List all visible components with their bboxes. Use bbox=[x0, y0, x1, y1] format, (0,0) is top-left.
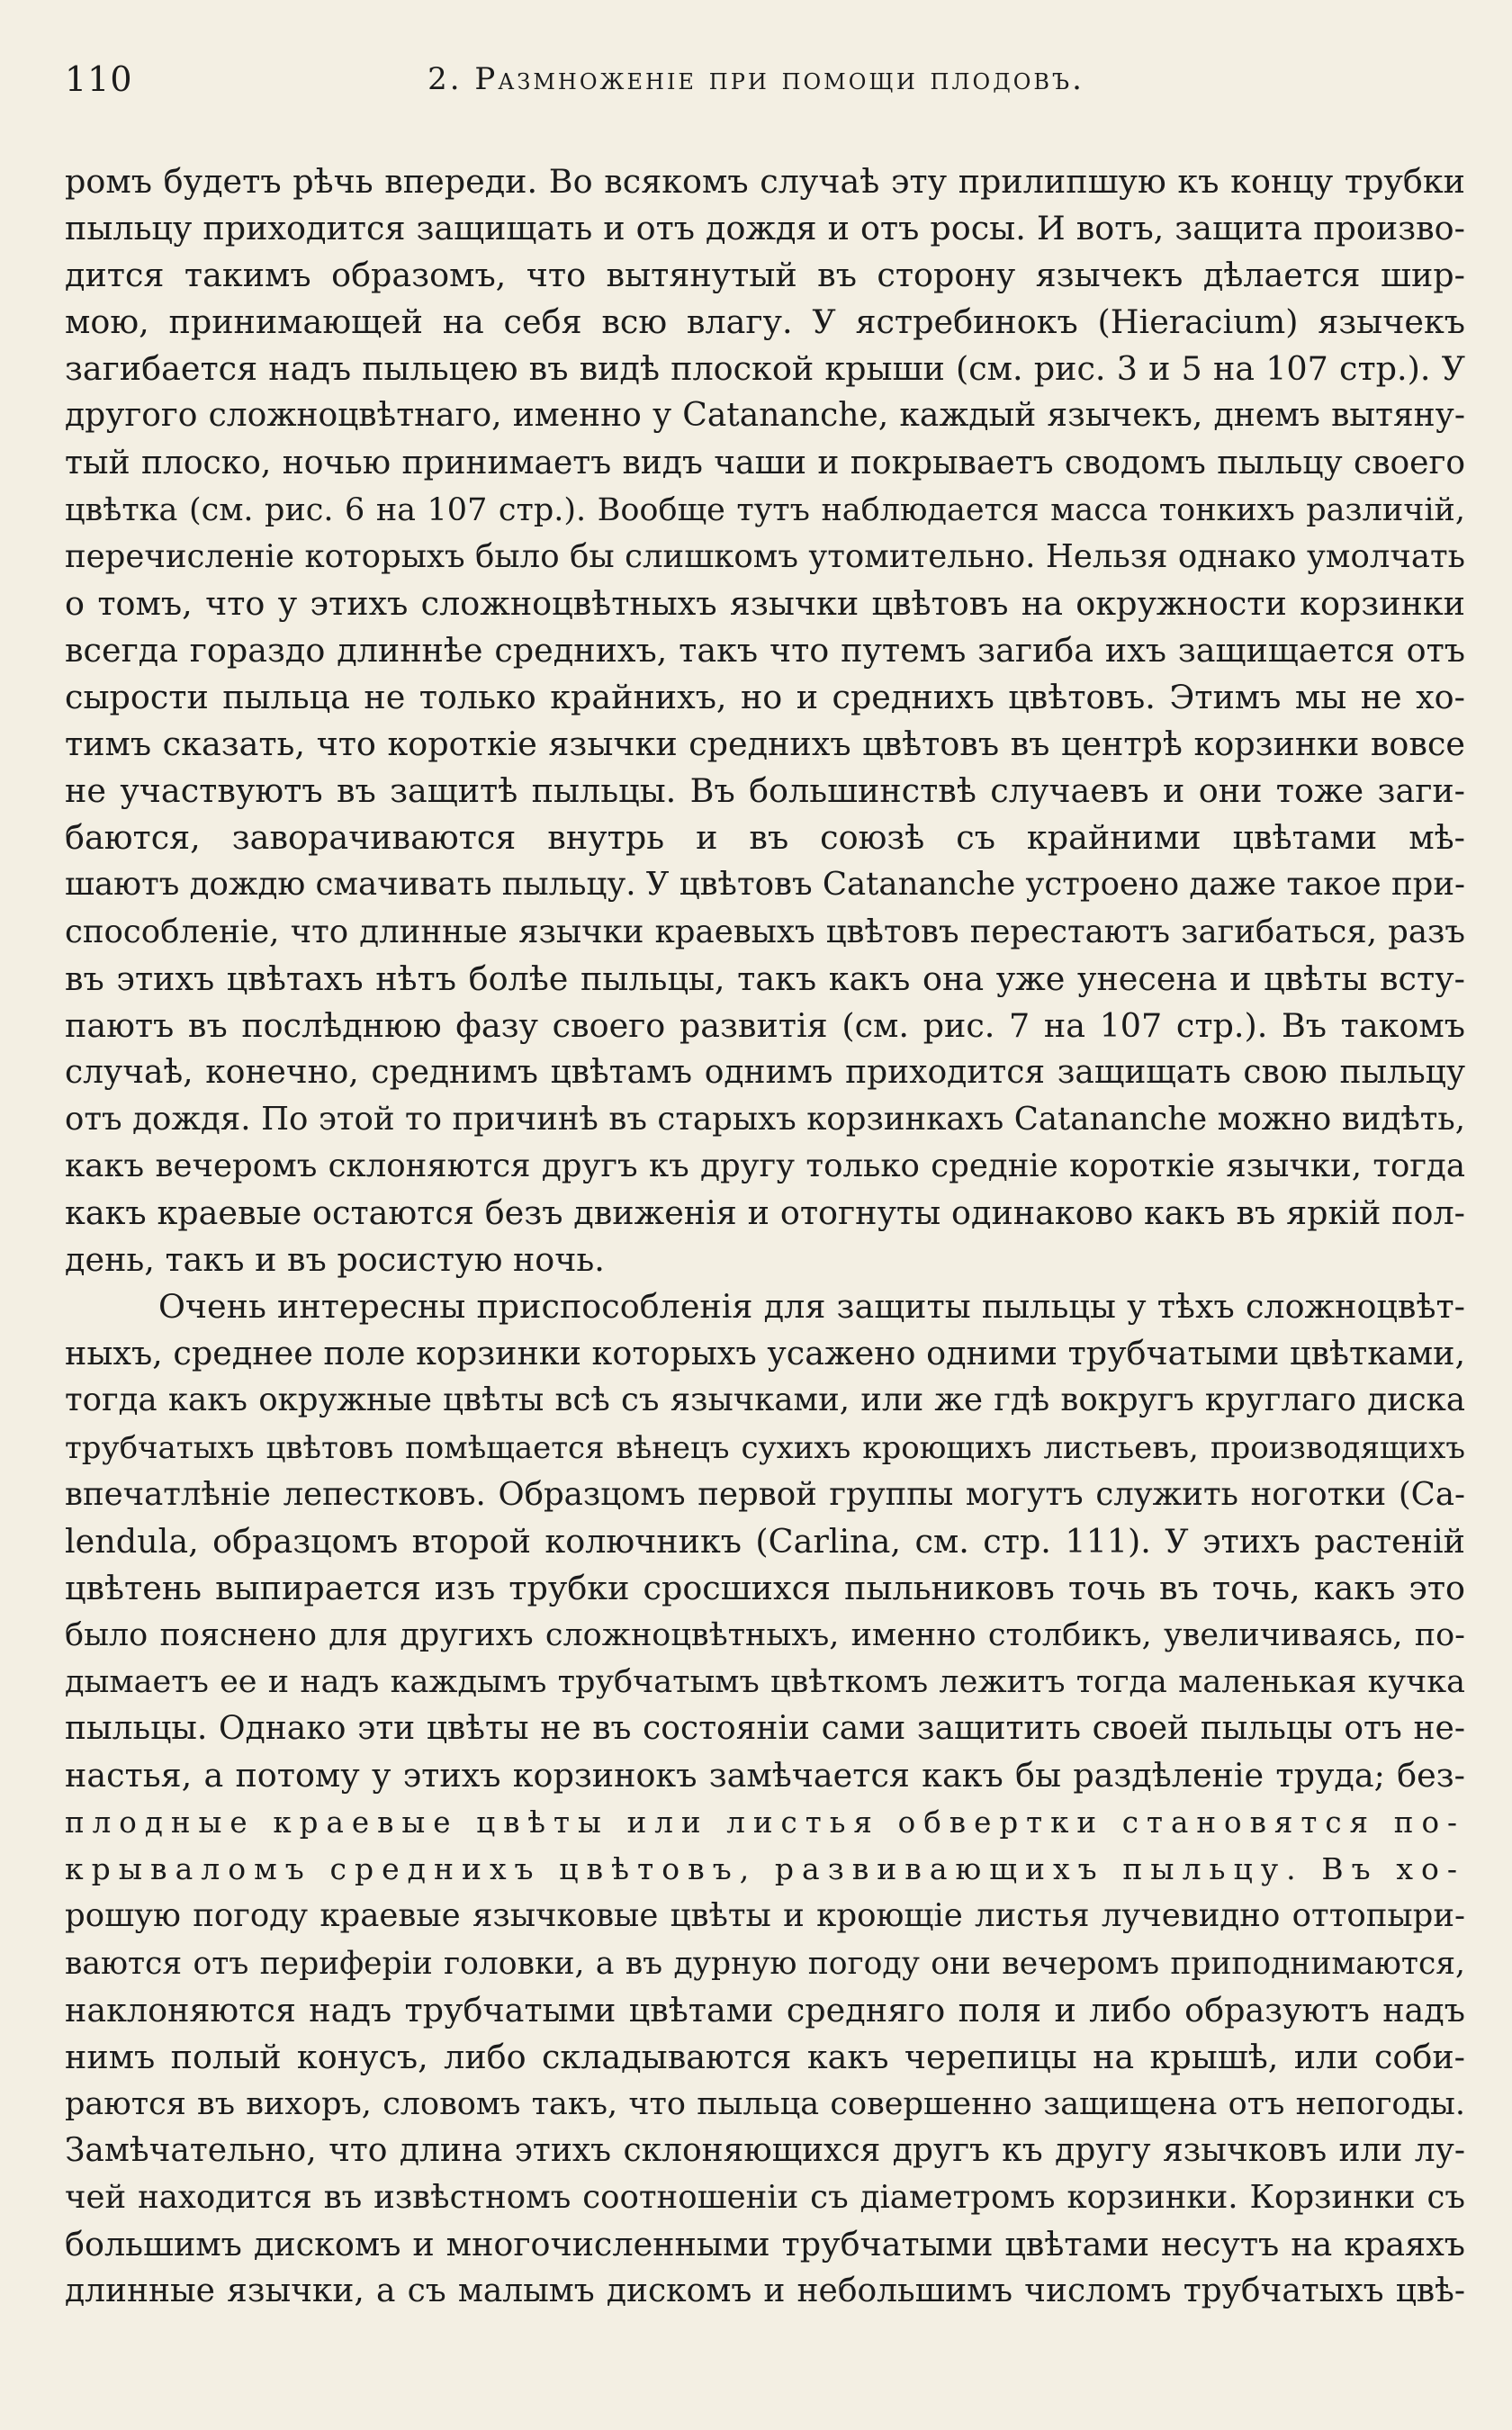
text-line: дымаетъ ее и надъ каждымъ трубчатымъ цвѣткомъ лежитъ тогда маленькая кучка bbox=[65, 1664, 1465, 1700]
text-line: способленіе, что длинные язычки краевыхъ цвѣтовъ перестаютъ загибаться, разъ bbox=[65, 913, 1465, 950]
text-line: мою, принимающей на себя всю влагу. У ястребинокъ (Hieracium) язычекъ bbox=[65, 302, 1465, 342]
text-line: загибается надъ пыльцею въ видѣ плоской крыши (см. рис. 3 и 5 на 107 стр.). У bbox=[65, 349, 1465, 389]
chapter-title: 2. Размноженіе при помощи плодовъ. bbox=[428, 61, 1084, 97]
text-line: не участвуютъ въ защитѣ пыльцы. Въ большинствѣ случаевъ и они тоже заги- bbox=[65, 771, 1465, 811]
text-line: lendula, образцомъ второй колючникъ (Carlina, см. стр. 111). У этихъ растеній bbox=[65, 1521, 1465, 1561]
text-line: нимъ полый конусъ, либо складываются какъ черепицы на крышѣ, или соби- bbox=[65, 2037, 1465, 2076]
text-line: чей находится въ извѣстномъ соотношеніи съ діаметромъ корзинки. Корзинки съ bbox=[65, 2179, 1465, 2217]
text-line: настья, а потому у этихъ корзинокъ замѣчается какъ бы раздѣленіе труда; без- bbox=[65, 1756, 1465, 1796]
text-line: отъ дождя. По этой то причинѣ въ старыхъ корзинкахъ Catananche можно видѣть, bbox=[65, 1100, 1465, 1138]
text-line: какъ вечеромъ склоняются другъ къ другу только средніе короткіе язычки, тогда bbox=[65, 1147, 1465, 1184]
text-line: Замѣчательно, что длина этихъ склоняющихся другъ къ другу язычковъ или лу- bbox=[65, 2131, 1465, 2169]
text-line: день, такъ и въ росистую ночь. bbox=[65, 1240, 605, 1280]
text-line: плодные краевые цвѣты или листья обвертки становятся по- bbox=[65, 1805, 1465, 1840]
text-line: дится такимъ образомъ, что вытянутый въ сторону язычекъ дѣлается шир- bbox=[65, 256, 1465, 295]
text-line: тый плоско, ночью принимаетъ видъ чаши и покрываетъ сводомъ пыльцу своего bbox=[65, 444, 1465, 482]
text-line: въ этихъ цвѣтахъ нѣтъ болѣе пыльцы, такъ какъ она уже унесена и цвѣты всту- bbox=[65, 958, 1465, 998]
text-line: Очень интересны приспособленія для защиты пыльцы у тѣхъ сложноцвѣт- bbox=[158, 1287, 1465, 1327]
text-line: всегда гораздо длиннѣе среднихъ, такъ что путемъ загиба ихъ защищается отъ bbox=[65, 630, 1465, 670]
text-line: наклоняются надъ трубчатыми цвѣтами средняго поля и либо образуютъ надъ bbox=[65, 1990, 1465, 2030]
text-line: пыльцы. Однако эти цвѣты не въ состояніи сами защитить своей пыльцы отъ не- bbox=[65, 1710, 1465, 1748]
text-line: было пояснено для другихъ сложноцвѣтныхъ, именно столбикъ, увеличиваясь, по- bbox=[65, 1616, 1465, 1653]
text-line: трубчатыхъ цвѣтовъ помѣщается вѣнецъ сухихъ кроющихъ листьевъ, производящихъ bbox=[65, 1429, 1465, 1466]
text-line: тимъ сказать, что короткіе язычки среднихъ цвѣтовъ въ центрѣ корзинки вовсе bbox=[65, 724, 1465, 764]
page-number: 110 bbox=[65, 59, 133, 99]
text-line: раются въ вихоръ, словомъ такъ, что пыльца совершенно защищена отъ непогоды. bbox=[65, 2085, 1465, 2122]
text-line: впечатлѣніе лепестковъ. Образцомъ первой группы могутъ служить ноготки (Ca- bbox=[65, 1475, 1465, 1513]
body-text bbox=[65, 158, 1465, 2315]
text-line: ромъ будетъ рѣчь впереди. Во всякомъ случаѣ эту прилипшую къ концу трубки bbox=[65, 162, 1465, 201]
text-line: о томъ, что у этихъ сложноцвѣтныхъ язычки цвѣтовъ на окружности корзинки bbox=[65, 583, 1465, 623]
text-line: перечисленіе которыхъ было бы слишкомъ утомительно. Нельзя однако умолчать bbox=[65, 537, 1465, 575]
text-line: какъ краевые остаются безъ движенія и отогнуты одинаково какъ въ яркій пол- bbox=[65, 1193, 1465, 1233]
text-line: тогда какъ окружные цвѣты всѣ съ язычками, или же гдѣ вокругъ круглаго диска bbox=[65, 1382, 1465, 1419]
text-line: другого сложноцвѣтнаго, именно у Catananche, каждый язычекъ, днемъ вытяну- bbox=[65, 397, 1465, 435]
text-line: случаѣ, конечно, среднимъ цвѣтамъ однимъ приходится защищать свою пыльцу bbox=[65, 1053, 1465, 1091]
text-line: ваются отъ периферіи головки, а въ дурную погоду они вечеромъ приподнимаются, bbox=[65, 1945, 1465, 1982]
text-line: крываломъ среднихъ цвѣтовъ, развивающихъ пыльцу. Въ хо- bbox=[65, 1851, 1465, 1887]
running-head bbox=[65, 59, 1447, 113]
text-line: баются, заворачиваются внутрь и въ союзѣ съ крайними цвѣтами мѣ- bbox=[65, 818, 1465, 858]
text-line: шаютъ дождю смачивать пыльцу. У цвѣтовъ Catananche устроено даже такое при- bbox=[65, 866, 1466, 904]
text-line: пыльцу приходится защищать и отъ дождя и отъ росы. И вотъ, защита произво- bbox=[65, 209, 1465, 248]
text-line: паютъ въ послѣднюю фазу своего развитія (см. рис. 7 на 107 стр.). Въ такомъ bbox=[65, 1005, 1465, 1045]
text-line: цвѣтка (см. рис. 6 на 107 стр.). Вообще тутъ наблюдается масса тонкихъ различій, bbox=[65, 491, 1465, 528]
text-line: ныхъ, среднее поле корзинки которыхъ усажено одними трубчатыми цвѣтками, bbox=[65, 1334, 1466, 1373]
text-line: длинные язычки, а съ малымъ дискомъ и небольшимъ числомъ трубчатыхъ цвѣ- bbox=[65, 2272, 1465, 2310]
text-line: сырости пыльца не только крайнихъ, но и среднихъ цвѣтовъ. Этимъ мы не хо- bbox=[65, 678, 1465, 717]
text-line: большимъ дискомъ и многочисленными трубчатыми цвѣтами несутъ на краяхъ bbox=[65, 2225, 1465, 2264]
text-line: рошую погоду краевые язычковые цвѣты и кроющіе листья лучевидно оттопыри- bbox=[65, 1897, 1465, 1935]
text-line: цвѣтень выпирается изъ трубки сросшихся пыльниковъ точь въ точь, какъ это bbox=[65, 1568, 1465, 1607]
